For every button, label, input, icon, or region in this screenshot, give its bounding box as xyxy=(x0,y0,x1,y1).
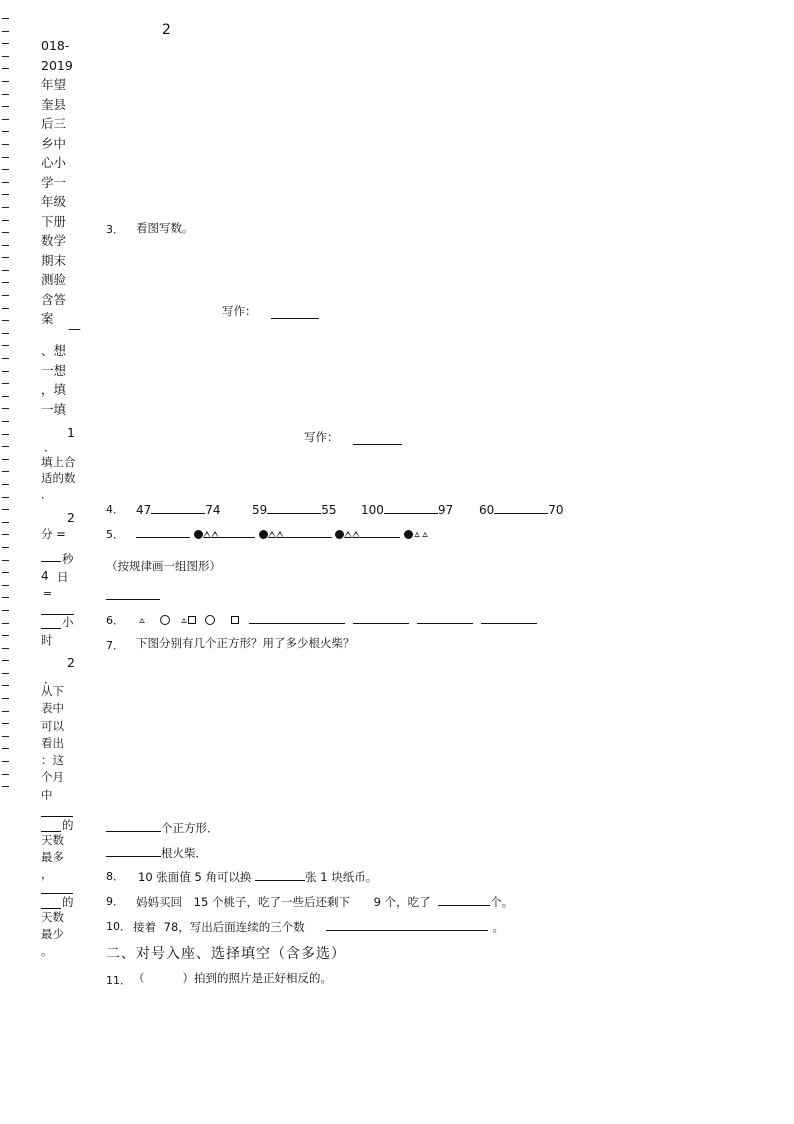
q10-period: 。 xyxy=(492,920,504,934)
margin-dash xyxy=(2,257,9,258)
q9-text xyxy=(136,892,513,910)
small-triangle-icon xyxy=(139,618,145,623)
q1a-value: 2 xyxy=(67,510,75,525)
margin-dash xyxy=(2,320,9,321)
q1-text-segment: 填上合 xyxy=(41,455,76,469)
margin-dash xyxy=(2,408,9,409)
margin-dash xyxy=(2,68,9,69)
small-triangle-icon xyxy=(181,618,187,623)
q4-pair-3 xyxy=(361,500,453,517)
margin-dash xyxy=(2,106,9,107)
section1-title-segment: ，填 xyxy=(41,382,67,397)
triangle-shape-icon xyxy=(276,531,284,538)
q6-pattern xyxy=(138,610,537,627)
q1a-unit: 秒 xyxy=(62,552,74,566)
q11-text xyxy=(133,970,332,986)
margin-dash xyxy=(2,144,9,145)
q4-pair-2-b: 55 xyxy=(321,503,337,517)
q9-blank[interactable] xyxy=(438,892,490,906)
q1-number: 1 xyxy=(67,425,75,440)
q2-text-segment: 从下 xyxy=(41,684,64,698)
triangle-shape-icon xyxy=(211,531,219,538)
q8-value: 5 xyxy=(194,870,202,884)
title-segment: 下册 xyxy=(41,213,67,229)
q4-number: 4． xyxy=(106,503,124,516)
title-segment: 案 xyxy=(41,311,54,326)
q4-pair-3-blank[interactable] xyxy=(384,500,438,514)
margin-dash xyxy=(2,534,9,535)
margin-dash xyxy=(2,282,9,283)
title-segment: 期末 xyxy=(41,252,67,268)
margin-dash xyxy=(2,18,9,19)
margin-dash xyxy=(2,157,9,158)
margin-dash xyxy=(2,560,9,561)
q1-text-segment: 适的数 xyxy=(41,471,76,485)
margin-dash xyxy=(2,635,9,636)
q9-number: 9． xyxy=(106,895,124,908)
margin-dash xyxy=(2,597,9,598)
margin-dash xyxy=(2,119,9,120)
margin-dash xyxy=(2,522,9,523)
title-segment: 数学 xyxy=(41,233,67,248)
small-triangle-icon xyxy=(423,532,429,537)
q7-squares-blank[interactable] xyxy=(106,818,161,832)
margin-dash xyxy=(2,232,9,233)
q7-number: 7． xyxy=(106,639,124,652)
q2-least-text xyxy=(41,909,81,960)
section2-title: 二、对号入座、选择填空（含多选） xyxy=(106,946,346,962)
q10-number: 10． xyxy=(106,920,131,933)
q8-text-c: 张 xyxy=(305,870,317,884)
q5-number: 5． xyxy=(106,528,124,541)
margin-dash xyxy=(2,748,9,749)
q10-text xyxy=(133,917,504,935)
q5-blank-3[interactable] xyxy=(284,524,332,538)
margin-dash xyxy=(2,333,9,334)
margin-dash xyxy=(2,43,9,44)
q2-most-text-segment: 最多 xyxy=(41,850,64,864)
dot-shape-icon xyxy=(194,530,203,539)
q2-text-segment: 可以 xyxy=(41,718,64,733)
triangle-shape-icon xyxy=(352,531,360,538)
margin-dash xyxy=(2,698,9,699)
q2-text-segment: ：这 xyxy=(41,753,64,768)
q1a-text: 分 = xyxy=(41,527,66,541)
margin-dash xyxy=(2,421,9,422)
margin-dash xyxy=(2,585,9,586)
margin-dash xyxy=(2,371,9,372)
q7-squares-label: 个正方形． xyxy=(161,821,219,835)
q1b-text: 日 xyxy=(57,570,69,584)
dot-shape-icon xyxy=(404,530,413,539)
margin-dash xyxy=(2,345,9,346)
q1b-blank[interactable] xyxy=(41,615,61,632)
q11-paren-close: ） xyxy=(182,971,194,985)
circle-shape-icon xyxy=(205,615,215,625)
margin-dash xyxy=(2,446,9,447)
square-shape-icon xyxy=(231,616,239,624)
q4-pair-1-a: 47 xyxy=(136,503,152,517)
title-segment: 含答 xyxy=(41,291,67,307)
q2-text-segment: 表中 xyxy=(41,701,64,716)
margin-dash xyxy=(2,308,9,309)
title-segment: 心小 xyxy=(41,155,67,170)
q3-number: 3． xyxy=(106,223,124,236)
q3-answer-1[interactable] xyxy=(271,305,319,322)
q1-dot: ． xyxy=(44,440,57,454)
margin-dash xyxy=(2,648,9,649)
margin-dash xyxy=(2,207,9,208)
q1b-unit: 小 xyxy=(62,615,74,629)
margin-dash xyxy=(2,623,9,624)
q5-blank-1[interactable] xyxy=(136,524,190,538)
margin-dash xyxy=(2,169,9,170)
margin-dash xyxy=(2,685,9,686)
margin-dash xyxy=(2,182,9,183)
q2-least-suffix: 的 xyxy=(62,895,74,909)
margin-dash xyxy=(2,723,9,724)
q1b-value: 4 xyxy=(41,569,49,583)
document-title-vertical xyxy=(41,36,81,329)
q5-answer-line[interactable] xyxy=(106,586,160,603)
triangle-shape-icon xyxy=(203,531,211,538)
q4-pair-3-b: 97 xyxy=(437,503,454,517)
q10-blank[interactable] xyxy=(326,917,488,931)
q1-text-vertical xyxy=(41,454,81,502)
q3-write-label-2: 写作： xyxy=(304,430,339,444)
q2-text-segment: 看出 xyxy=(41,735,64,750)
square-shape-icon xyxy=(188,616,196,624)
section1-dash: — xyxy=(68,322,81,337)
q5-note: （按规律画一组图形） xyxy=(106,559,221,573)
q2-least-text-segment: 最少 xyxy=(41,927,64,941)
margin-dash xyxy=(2,660,9,661)
q2-least-text-segment: 。 xyxy=(41,944,53,958)
circle-shape-icon xyxy=(160,615,170,625)
title-segment: 后三 xyxy=(41,116,67,131)
margin-dash xyxy=(2,131,9,132)
q4-pair-3-a: 100 xyxy=(361,503,384,517)
q2-most-text-segment: ， xyxy=(41,867,53,881)
margin-dash xyxy=(2,774,9,775)
q7-answer-matches xyxy=(106,843,207,861)
margin-dash xyxy=(2,497,9,498)
q2-dot: ． xyxy=(44,672,57,686)
q11-paren-open: （ xyxy=(133,971,145,985)
q1a-blank[interactable] xyxy=(41,548,61,565)
margin-dash xyxy=(2,610,9,611)
q4-pair-2-a: 59 xyxy=(252,503,268,517)
margin-dash xyxy=(2,471,9,472)
q10-text-a: 接着 xyxy=(133,920,156,934)
margin-dash xyxy=(2,245,9,246)
margin-dash xyxy=(2,572,9,573)
section1-title-segment: 一想 xyxy=(41,362,67,378)
title-segment: 测验 xyxy=(41,272,67,287)
q4-pair-4-b: 70 xyxy=(548,503,564,517)
q2-text-segment: 中 xyxy=(41,787,53,802)
q7-answer-squares xyxy=(106,818,219,836)
q9-text-b: 个桃子，吃了一些后还剩下 xyxy=(211,895,350,909)
q2-text-segment: 个月 xyxy=(41,770,64,785)
small-triangle-icon xyxy=(415,532,421,537)
q3-text: 看图写数。 xyxy=(136,221,194,235)
margin-dash xyxy=(2,434,9,435)
q10-number-78: 78 xyxy=(163,920,179,934)
q3-answer-2[interactable] xyxy=(353,431,402,448)
q2-least-text-segment: 天数 xyxy=(41,910,64,924)
triangle-shape-icon xyxy=(268,531,276,538)
margin-dash xyxy=(2,31,9,32)
q5-blank-4[interactable] xyxy=(360,524,400,538)
section1-title-vertical xyxy=(41,341,81,419)
margin-dash xyxy=(2,761,9,762)
q2-number: 2 xyxy=(67,655,75,670)
margin-dash xyxy=(2,194,9,195)
margin-dash xyxy=(2,459,9,460)
q6-blank-4[interactable] xyxy=(481,610,537,624)
q9-text-d: 个。 xyxy=(490,895,514,909)
margin-dash xyxy=(2,56,9,57)
q2-most-text xyxy=(41,832,81,883)
q7-matches-blank[interactable] xyxy=(106,843,161,857)
triangle-shape-icon xyxy=(344,531,352,538)
q2-text-vertical xyxy=(41,683,81,804)
dot-shape-icon xyxy=(259,530,268,539)
q4-pair-1-blank[interactable] xyxy=(151,500,205,514)
margin-dash xyxy=(2,220,9,221)
margin-dash xyxy=(2,358,9,359)
q8-text xyxy=(138,867,377,885)
q1b-unit2: 时 xyxy=(41,633,53,647)
q4-pair-1-b: 74 xyxy=(205,503,221,517)
margin-dash-column xyxy=(0,18,12,799)
q6-number: 6． xyxy=(106,614,124,627)
q4-pair-1 xyxy=(136,500,221,517)
title-segment: 018- xyxy=(41,38,70,53)
q7-matches-label: 根火柴． xyxy=(161,846,207,860)
margin-dash xyxy=(2,547,9,548)
q4-pair-4-blank[interactable] xyxy=(494,500,548,514)
q1-text-segment: ． xyxy=(41,487,53,501)
q9-total: 15 xyxy=(193,895,209,909)
q8-count: 10 xyxy=(138,870,153,884)
q1b-equals: = xyxy=(43,587,53,600)
margin-dash xyxy=(2,736,9,737)
q8-blank[interactable] xyxy=(255,867,305,881)
q6-blank-3[interactable] xyxy=(417,610,473,624)
title-segment: 年望 xyxy=(41,77,67,92)
margin-dash xyxy=(2,396,9,397)
q8-number: 8． xyxy=(106,870,124,883)
q4-pair-4 xyxy=(479,500,564,517)
dot-shape-icon xyxy=(335,530,344,539)
margin-dash xyxy=(2,94,9,95)
page-number: 2 xyxy=(162,22,171,38)
section1-title-segment: 、想 xyxy=(41,343,67,358)
q8-text-d: 块纸币。 xyxy=(331,870,378,884)
q6-blank-2[interactable] xyxy=(353,610,409,624)
q5-pattern xyxy=(136,524,429,541)
q11-statement: 拍到的照片是正好相反的。 xyxy=(194,971,332,985)
q2-most-suffix: 的 xyxy=(62,818,74,832)
title-segment: 乡中 xyxy=(41,135,67,151)
q8-text-a: 张面值 xyxy=(156,870,191,884)
margin-dash xyxy=(2,484,9,485)
margin-dash xyxy=(2,295,9,296)
margin-dash xyxy=(2,383,9,384)
margin-dash xyxy=(2,509,9,510)
title-segment: 奎县 xyxy=(41,96,67,112)
q9-text-c: 个，吃了 xyxy=(384,895,431,909)
q8-text-b: 角可以换 xyxy=(205,870,252,884)
q10-text-b: ，写出后面连续的三个数 xyxy=(178,920,305,934)
q7-text: 下图分别有几个正方形？用了多少根火柴？ xyxy=(136,636,355,650)
q3-write-label-1: 写作： xyxy=(222,304,257,318)
margin-dash xyxy=(2,786,9,787)
margin-dash xyxy=(2,270,9,271)
q4-pair-2 xyxy=(252,500,337,517)
margin-dash xyxy=(2,81,9,82)
q9-text-a: 妈妈买回 xyxy=(136,895,182,909)
margin-dash xyxy=(2,673,9,674)
q8-one: 1 xyxy=(320,870,328,884)
q11-number: 11． xyxy=(106,974,131,987)
title-segment: 学一 xyxy=(41,174,67,190)
q5-blank-2[interactable] xyxy=(219,524,255,538)
q4-pair-2-blank[interactable] xyxy=(267,500,321,514)
q9-remaining: 9 xyxy=(373,895,381,909)
margin-dash xyxy=(2,711,9,712)
title-segment: 年级 xyxy=(41,194,67,209)
q4-pair-4-a: 60 xyxy=(479,503,495,517)
q2-most-text-segment: 天数 xyxy=(41,833,64,847)
q6-blank-1[interactable] xyxy=(249,610,345,624)
section1-title-segment: 一填 xyxy=(41,401,67,417)
title-segment: 2019 xyxy=(41,57,73,73)
